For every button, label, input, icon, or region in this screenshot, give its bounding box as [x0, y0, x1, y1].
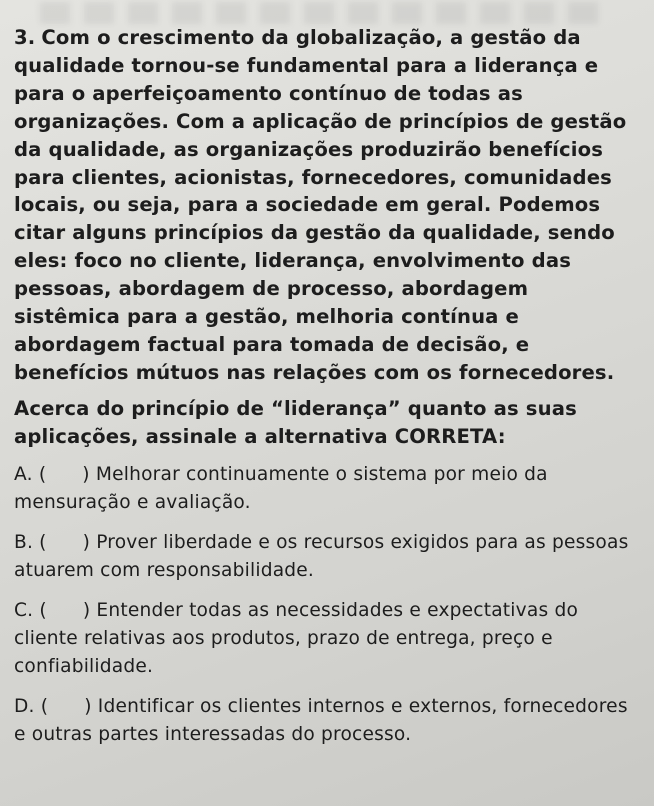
- option-d-letter: D. (: [14, 695, 49, 717]
- option-a[interactable]: [14, 461, 632, 517]
- option-a-text: ) Melhorar continuamente o sistema por meio da mensuração e avaliação.: [14, 463, 548, 513]
- option-c-text: ) Entender todas as necessidades e expectativas do cliente relativas aos produtos, prazo de entrega, preço e confiabilidade.: [14, 599, 579, 677]
- option-a-letter: A. (: [14, 463, 47, 485]
- option-b[interactable]: [14, 529, 632, 585]
- question-statement: [14, 24, 632, 387]
- option-d[interactable]: [14, 693, 632, 749]
- option-d-text: ) Identificar os clientes internos e externos, fornecedores e outras partes interessadas do processo.: [14, 695, 628, 745]
- option-b-letter: B. (: [14, 531, 47, 553]
- options-list: [14, 461, 632, 749]
- option-c-letter: C. (: [14, 599, 47, 621]
- question-prompt: Acerca do princípio de “liderança” quanto as suas aplicações, assinale a alternativa CORRETA:: [14, 396, 577, 448]
- option-b-text: ) Prover liberdade e os recursos exigidos para as pessoas atuarem com responsabilidade.: [14, 531, 629, 581]
- question-text: Com o crescimento da globalização, a gestão da qualidade tornou-se fundamental para a liderança e para o aperfeiçoamento contínuo de todas as organizações. Com a aplicação de princípios de gestão da qualidade, as organizações produzirão benefícios para clientes, acionistas, fornecedores, comunidades locais, ou seja, para a sociedade em geral. Podemos citar alguns princípios da gestão da qualidade, sendo eles: foco no cliente, liderança, envolvimento das pessoas, abordagem de processo, abordagem sistêmica para a gestão, melhoria contínua e abordagem factual para tomada de decisão, e benefícios mútuos nas relações com os fornecedores.: [14, 26, 627, 384]
- question-number: 3.: [14, 26, 36, 49]
- option-c[interactable]: [14, 597, 632, 681]
